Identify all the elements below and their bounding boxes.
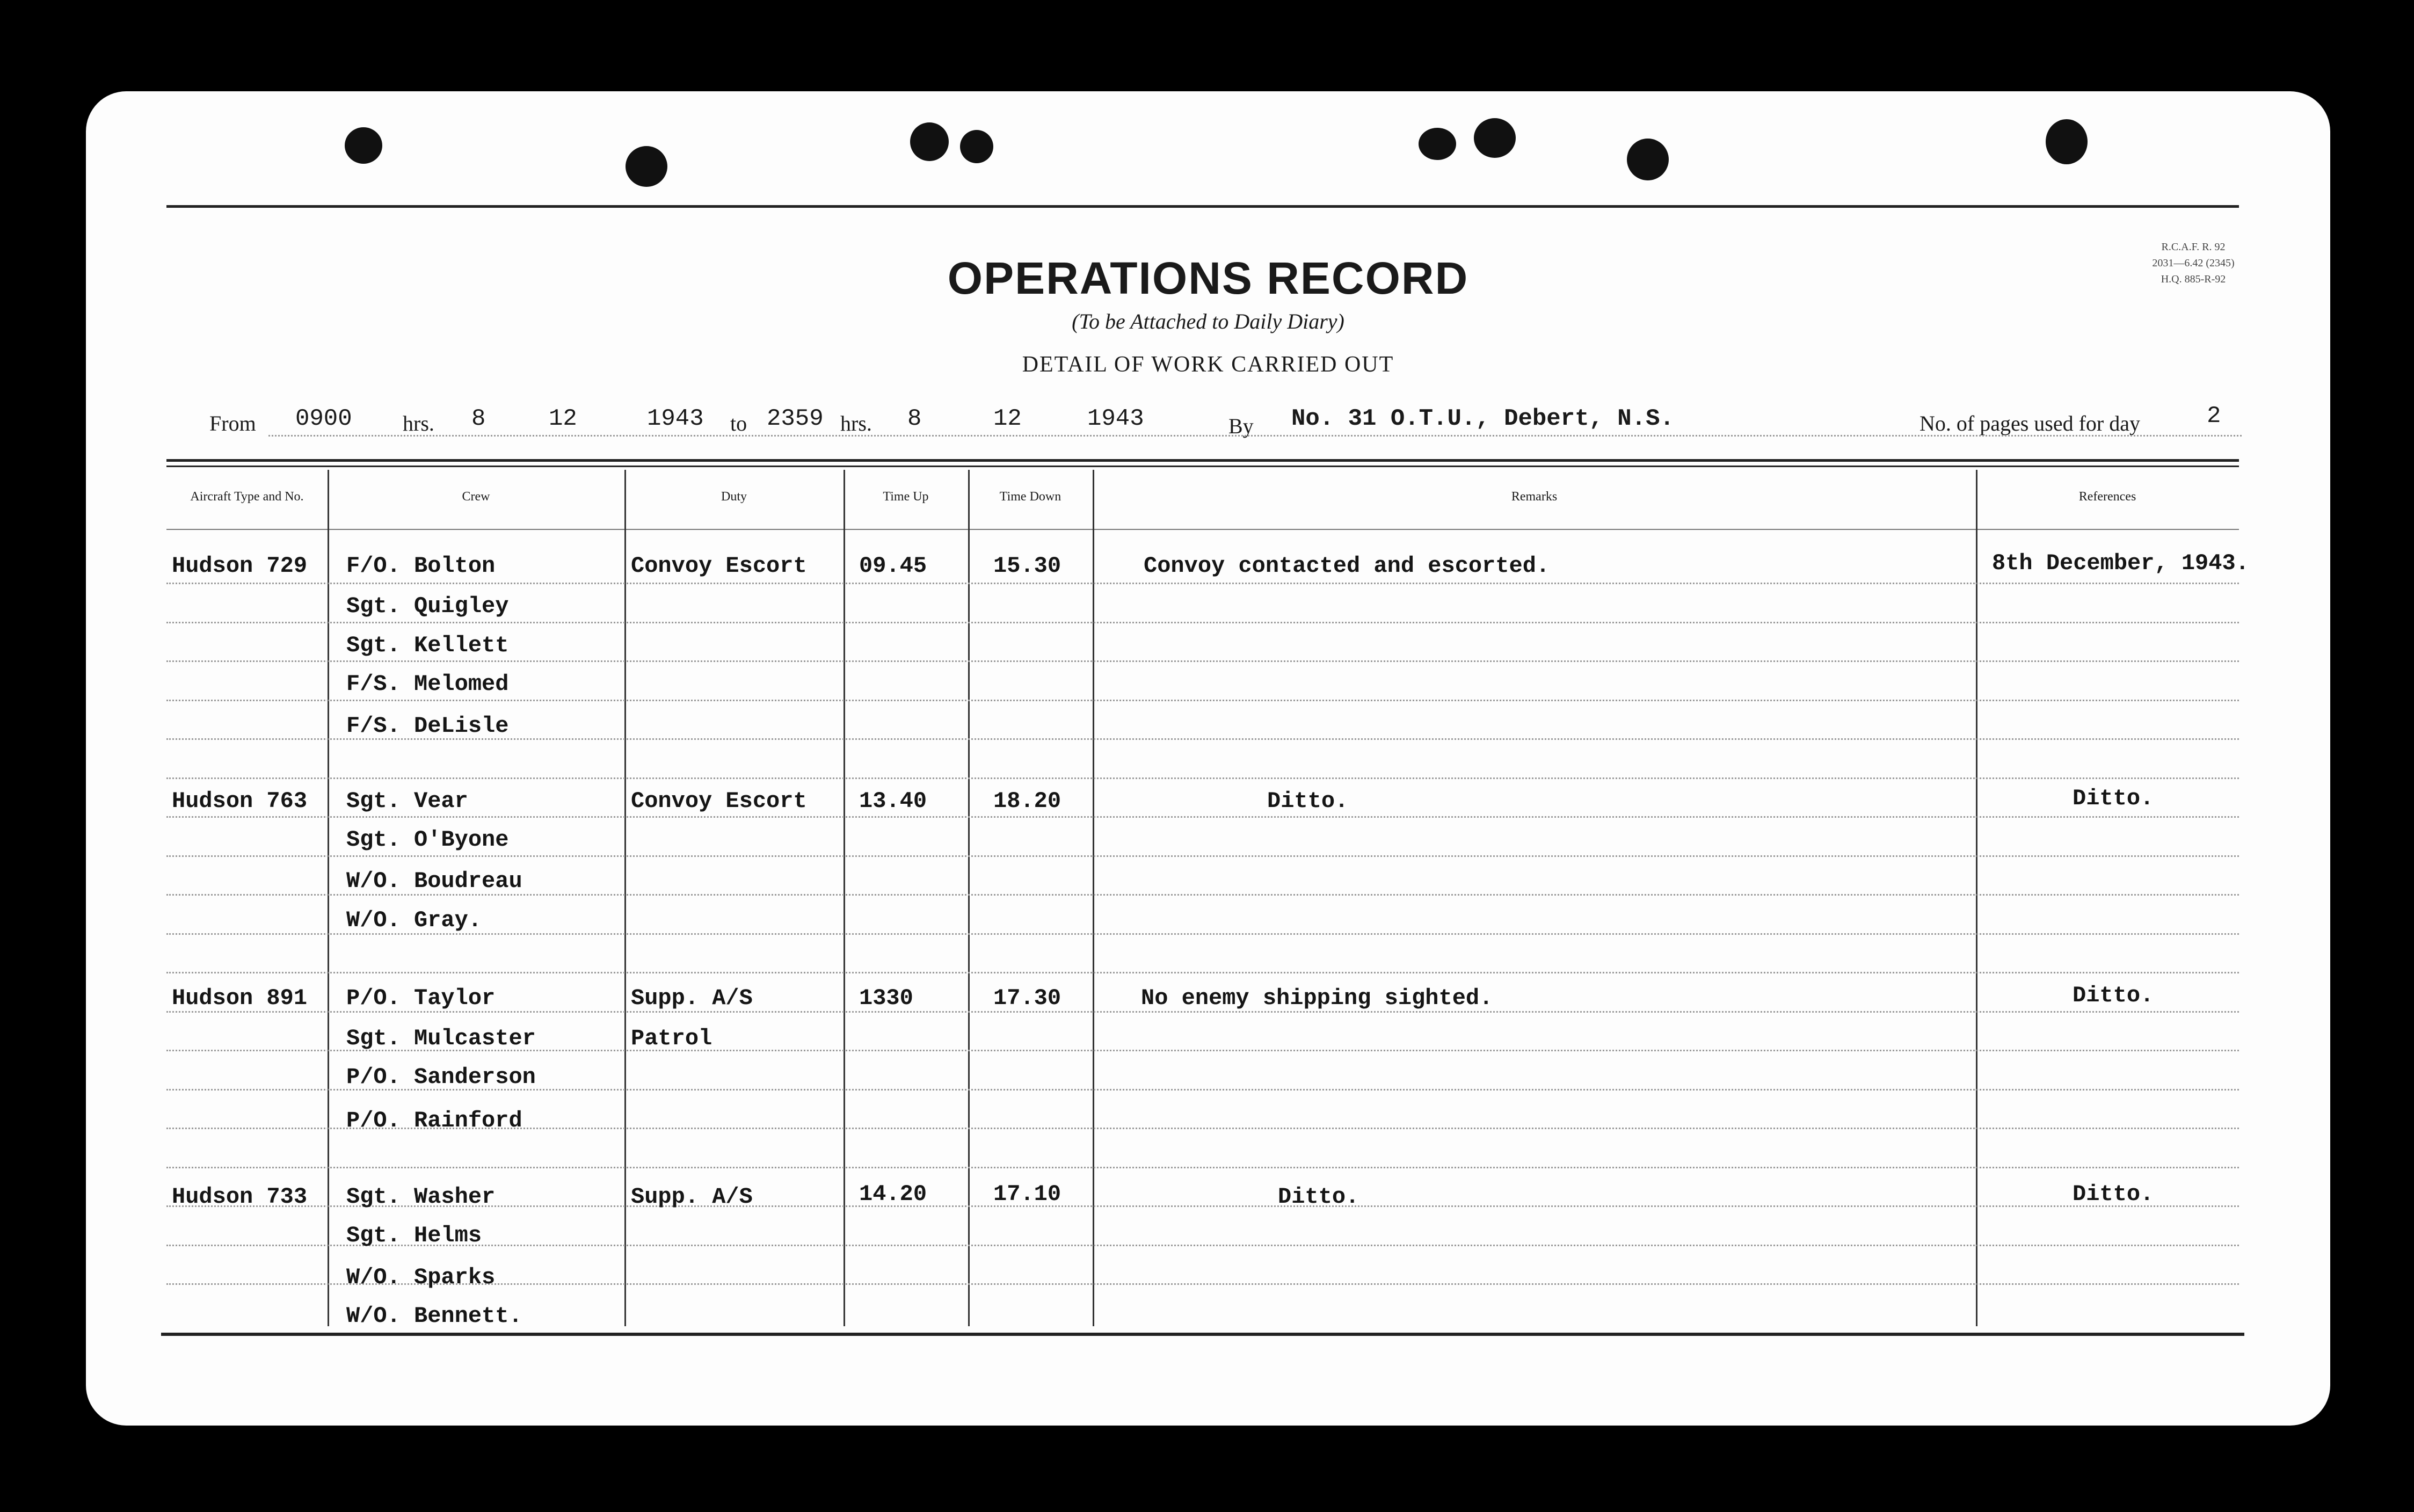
- to-time: 2359: [767, 405, 824, 432]
- reference-cell: Ditto.: [2073, 1181, 2154, 1207]
- reference-cell: Ditto.: [2073, 786, 2154, 811]
- duty-cell: Convoy Escort: [631, 788, 807, 814]
- row-line: [166, 933, 2239, 935]
- time-down-cell: 17.30: [993, 985, 1061, 1011]
- crew-member: Sgt. Washer: [346, 1184, 496, 1210]
- to-year: 1943: [1087, 405, 1144, 432]
- column-header-crew: Crew: [462, 490, 490, 504]
- column-header-time-up: Time Up: [883, 490, 929, 504]
- column-divider: [844, 470, 845, 1326]
- crew-member: W/O. Boudreau: [346, 868, 522, 894]
- row-line: [166, 894, 2239, 896]
- row-line: [166, 583, 2239, 584]
- to-label: to: [730, 411, 747, 435]
- punch-hole-icon: [960, 130, 993, 163]
- row-line: [166, 622, 2239, 623]
- punch-hole-icon: [910, 122, 949, 161]
- column-divider: [328, 470, 329, 1326]
- crew-member: Sgt. Quigley: [346, 593, 509, 619]
- hrs-label: hrs.: [403, 411, 434, 435]
- top-rule: [166, 205, 2239, 208]
- form-code-line: R.C.A.F. R. 92: [2161, 241, 2226, 253]
- punch-hole-icon: [1419, 128, 1456, 160]
- reference-cell: 8th December, 1943.: [1992, 550, 2249, 576]
- remarks-cell: No enemy shipping sighted.: [1141, 985, 1493, 1011]
- from-label: From: [209, 411, 256, 435]
- column-header-references: References: [2078, 490, 2136, 504]
- row-line: [166, 816, 2239, 818]
- time-up-cell: 09.45: [859, 553, 927, 579]
- reference-cell: Ditto.: [2073, 983, 2154, 1008]
- pages-label: No. of pages used for day: [1919, 411, 2140, 435]
- row-line: [166, 1167, 2239, 1168]
- time-down-cell: 18.20: [993, 788, 1061, 814]
- crew-member: P/O. Taylor: [346, 985, 496, 1011]
- form-code-line: H.Q. 885-R-92: [2161, 273, 2226, 285]
- crew-member: F/O. Bolton: [346, 553, 496, 579]
- detail-heading: DETAIL OF WORK CARRIED OUT: [1022, 352, 1394, 377]
- remarks-cell: Ditto.: [1278, 1184, 1359, 1210]
- crew-member: Sgt. Helms: [346, 1223, 482, 1248]
- from-month: 12: [549, 405, 577, 432]
- row-line: [166, 777, 2239, 779]
- period-fill-line: [268, 435, 2242, 437]
- aircraft-cell: Hudson 733: [172, 1184, 308, 1210]
- time-down-cell: 17.10: [993, 1181, 1061, 1207]
- aircraft-cell: Hudson 763: [172, 788, 308, 814]
- from-time: 0900: [295, 405, 352, 432]
- crew-member: W/O. Gray.: [346, 907, 482, 933]
- row-line: [166, 700, 2239, 701]
- crew-member: Sgt. Vear: [346, 788, 468, 814]
- punch-hole-icon: [1474, 118, 1516, 158]
- remarks-cell: Ditto.: [1267, 788, 1349, 814]
- form-code: [2134, 239, 2252, 287]
- punch-hole-icon: [1627, 139, 1669, 180]
- column-divider: [1976, 470, 1977, 1326]
- time-up-cell: 1330: [859, 985, 913, 1011]
- time-up-cell: 14.20: [859, 1181, 927, 1207]
- column-divider: [624, 470, 626, 1326]
- hrs-label: hrs.: [840, 411, 872, 435]
- duty-cell: Supp. A/S: [631, 985, 753, 1011]
- remarks-cell: Convoy contacted and escorted.: [1144, 553, 1550, 579]
- duty-cell: Supp. A/S: [631, 1184, 753, 1210]
- crew-member: Sgt. Kellett: [346, 633, 509, 658]
- header-underline: [166, 529, 2239, 530]
- crew-member: P/O. Sanderson: [346, 1064, 536, 1090]
- from-day: 8: [471, 405, 486, 432]
- duty-cell: Convoy Escort: [631, 553, 807, 579]
- crew-member: F/S. DeLisle: [346, 713, 509, 739]
- header-rule: [166, 459, 2239, 462]
- time-down-cell: 15.30: [993, 553, 1061, 579]
- page-title: OPERATIONS RECORD: [947, 253, 1469, 303]
- header-rule: [166, 466, 2239, 467]
- pages-value: 2: [2207, 403, 2221, 430]
- column-header-aircraft: Aircraft Type and No.: [190, 490, 304, 504]
- punch-hole-icon: [2046, 119, 2088, 164]
- to-month: 12: [993, 405, 1022, 432]
- from-year: 1943: [647, 405, 704, 432]
- crew-member: W/O. Bennett.: [346, 1303, 522, 1329]
- by-label: By: [1228, 414, 1254, 438]
- crew-member: Sgt. Mulcaster: [346, 1026, 536, 1051]
- row-line: [166, 1011, 2239, 1013]
- page-subtitle: (To be Attached to Daily Diary): [1072, 309, 1344, 333]
- crew-member: F/S. Melomed: [346, 671, 509, 697]
- record-card: [86, 91, 2330, 1426]
- column-header-time-down: Time Down: [999, 490, 1061, 504]
- by-value: No. 31 O.T.U., Debert, N.S.: [1291, 405, 1674, 432]
- crew-member: Sgt. O'Byone: [346, 827, 509, 853]
- form-code-line: 2031—6.42 (2345): [2152, 257, 2235, 269]
- column-divider: [1093, 470, 1094, 1326]
- time-up-cell: 13.40: [859, 788, 927, 814]
- to-day: 8: [907, 405, 922, 432]
- punch-hole-icon: [626, 146, 667, 187]
- crew-member: P/O. Rainford: [346, 1108, 522, 1133]
- crew-member: W/O. Sparks: [346, 1264, 496, 1290]
- aircraft-cell: Hudson 891: [172, 985, 308, 1011]
- column-divider: [968, 470, 970, 1326]
- bottom-rule: [161, 1333, 2244, 1336]
- column-header-duty: Duty: [721, 490, 747, 504]
- row-line: [166, 660, 2239, 662]
- punch-hole-icon: [345, 127, 382, 164]
- duty-cell: Patrol: [631, 1026, 712, 1051]
- row-line: [166, 972, 2239, 973]
- column-header-remarks: Remarks: [1511, 490, 1558, 504]
- aircraft-cell: Hudson 729: [172, 553, 308, 579]
- row-line: [166, 855, 2239, 857]
